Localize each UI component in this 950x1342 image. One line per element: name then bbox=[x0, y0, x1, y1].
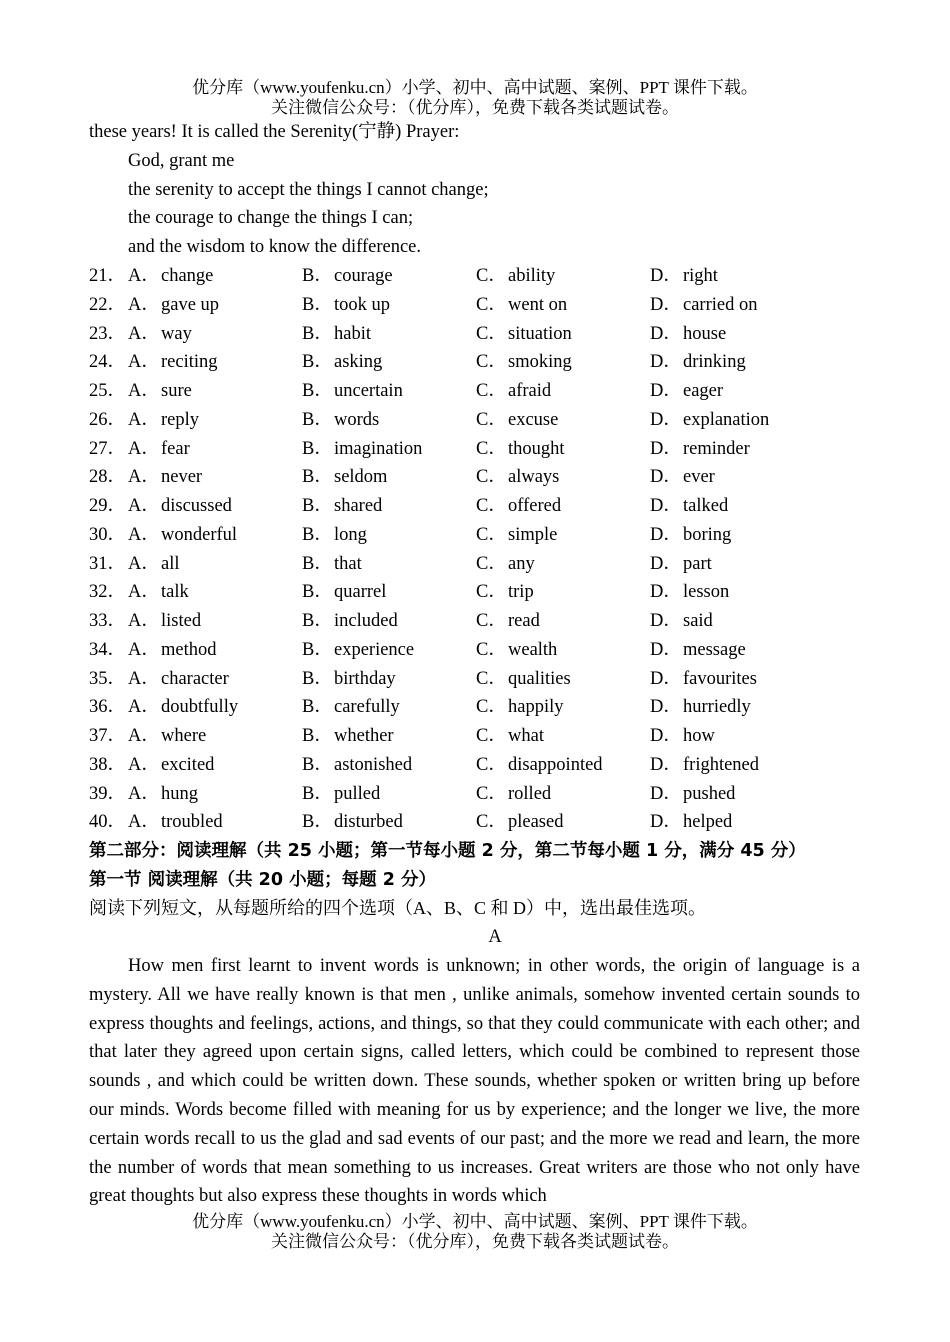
option-letter-a: A． bbox=[128, 582, 160, 603]
option-letter-d: D． bbox=[650, 438, 682, 459]
option-a-text: discussed bbox=[161, 496, 232, 516]
option-letter-b: B． bbox=[302, 754, 333, 775]
option-c-text: excuse bbox=[508, 409, 559, 430]
option-c-text: afraid bbox=[508, 381, 552, 401]
page-header-line2: 关注微信公众号：（优分库），免费下载各类试题试卷。 bbox=[271, 98, 679, 117]
option-letter-a: A． bbox=[128, 524, 160, 545]
option-c-text: went on bbox=[508, 294, 568, 315]
option-b-text: long bbox=[334, 524, 367, 545]
option-letter-d: D． bbox=[650, 467, 682, 488]
option-d-text: eager bbox=[683, 381, 724, 401]
option-a-text: reply bbox=[161, 409, 200, 430]
question-number: 25． bbox=[89, 381, 127, 401]
option-letter-b: B． bbox=[302, 409, 333, 430]
option-letter-b: B． bbox=[302, 697, 333, 718]
option-a-text: doubtfully bbox=[161, 697, 239, 718]
option-a-text: method bbox=[161, 639, 217, 660]
question-number: 31． bbox=[89, 553, 127, 574]
option-letter-a: A． bbox=[128, 639, 160, 660]
instructions: 阅读下列短文，从每题所给的四个选项（A、B、C 和 D）中，选出最佳选项。 bbox=[89, 898, 707, 918]
option-a-text: where bbox=[161, 726, 207, 746]
option-letter-d: D． bbox=[650, 611, 682, 631]
option-d-text: how bbox=[683, 726, 715, 746]
option-a-text: listed bbox=[161, 611, 202, 631]
option-c-text: pleased bbox=[508, 812, 564, 833]
prayer-line: and the wisdom to know the difference. bbox=[128, 237, 422, 257]
option-letter-c: C． bbox=[476, 726, 507, 746]
option-letter-a: A． bbox=[128, 266, 160, 286]
option-letter-a: A． bbox=[128, 668, 160, 689]
question-number: 38． bbox=[89, 754, 127, 775]
option-letter-d: D． bbox=[650, 754, 682, 775]
option-c-text: read bbox=[508, 611, 540, 631]
option-letter-a: A． bbox=[128, 697, 160, 718]
option-b-text: whether bbox=[334, 726, 394, 746]
option-letter-b: B． bbox=[302, 611, 333, 631]
option-letter-b: B． bbox=[302, 783, 333, 804]
option-c-text: ability bbox=[508, 266, 556, 286]
option-c-text: disappointed bbox=[508, 754, 603, 775]
option-b-text: disturbed bbox=[334, 812, 403, 833]
option-c-text: thought bbox=[508, 438, 565, 459]
question-number: 28． bbox=[89, 467, 127, 488]
option-letter-d: D． bbox=[650, 409, 682, 430]
option-a-text: fear bbox=[161, 438, 190, 459]
option-letter-a: A． bbox=[128, 496, 160, 516]
option-b-text: took up bbox=[334, 294, 391, 315]
option-letter-b: B． bbox=[302, 438, 333, 459]
option-letter-d: D． bbox=[650, 668, 682, 689]
option-letter-a: A． bbox=[128, 726, 160, 746]
option-a-text: way bbox=[161, 323, 192, 344]
option-d-text: talked bbox=[683, 496, 729, 516]
option-letter-b: B． bbox=[302, 381, 333, 401]
option-d-text: right bbox=[683, 266, 718, 286]
question-number: 32． bbox=[89, 582, 127, 603]
option-d-text: lesson bbox=[683, 582, 730, 603]
question-number: 30． bbox=[89, 524, 127, 545]
option-c-text: always bbox=[508, 467, 560, 488]
option-c-text: what bbox=[508, 726, 544, 746]
option-a-text: hung bbox=[161, 783, 198, 804]
question-number: 40． bbox=[89, 812, 127, 833]
option-b-text: pulled bbox=[334, 783, 381, 804]
option-letter-c: C． bbox=[476, 409, 507, 430]
option-a-text: all bbox=[161, 553, 180, 574]
option-letter-c: C． bbox=[476, 553, 507, 574]
option-letter-d: D． bbox=[650, 381, 682, 401]
option-letter-d: D． bbox=[650, 697, 682, 718]
option-letter-a: A． bbox=[128, 438, 160, 459]
option-letter-a: A． bbox=[128, 553, 160, 574]
option-letter-b: B． bbox=[302, 496, 333, 516]
option-c-text: situation bbox=[508, 323, 572, 344]
option-d-text: reminder bbox=[683, 438, 750, 459]
option-letter-b: B． bbox=[302, 266, 333, 286]
option-letter-a: A． bbox=[128, 381, 160, 401]
option-d-text: pushed bbox=[683, 783, 736, 804]
option-letter-c: C． bbox=[476, 582, 507, 603]
question-number: 21． bbox=[89, 266, 127, 286]
option-letter-d: D． bbox=[650, 582, 682, 603]
option-letter-d: D． bbox=[650, 496, 682, 516]
prayer-line: the serenity to accept the things I cannot change; bbox=[128, 180, 489, 200]
option-d-text: hurriedly bbox=[683, 697, 751, 718]
option-b-text: included bbox=[334, 611, 398, 631]
option-letter-d: D． bbox=[650, 294, 682, 315]
option-b-text: imagination bbox=[334, 438, 423, 459]
passage-text: How men first learnt to invent words is unknown; in other words, the origin of language is a mystery. All we have really known is that men , unlike animals, somehow invented certain sounds to express thoughts and feelings, actions, and things, so that they could communicate with each other; and that later they agreed upon certain signs, called letters, which could be combined to represent those sounds , and which could be written down. These sounds, whether spoken or written bring up before our minds. Words become filled with meaning for us by experience; and the longer we live, the more certain words recall to us the glad and sad events of our past; and the more we read and learn, the more the number of words that mean something to us increases. Great writers are those who not only have great thoughts but also express these thoughts in words which bbox=[89, 956, 860, 1207]
option-letter-c: C． bbox=[476, 611, 507, 631]
option-b-text: courage bbox=[334, 266, 393, 286]
option-letter-b: B． bbox=[302, 323, 333, 344]
option-b-text: asking bbox=[334, 352, 383, 373]
option-letter-a: A． bbox=[128, 323, 160, 344]
option-letter-a: A． bbox=[128, 783, 160, 804]
passage bbox=[89, 952, 860, 1211]
option-d-text: favourites bbox=[683, 668, 757, 689]
option-letter-a: A． bbox=[128, 294, 160, 315]
option-c-text: simple bbox=[508, 524, 558, 545]
option-a-text: talk bbox=[161, 582, 189, 603]
option-letter-c: C． bbox=[476, 352, 507, 373]
option-c-text: wealth bbox=[508, 639, 558, 660]
option-letter-b: B． bbox=[302, 467, 333, 488]
question-number: 22． bbox=[89, 294, 127, 315]
option-letter-c: C． bbox=[476, 524, 507, 545]
option-c-text: rolled bbox=[508, 783, 552, 804]
question-number: 26． bbox=[89, 409, 127, 430]
option-a-text: excited bbox=[161, 754, 215, 775]
option-letter-c: C． bbox=[476, 668, 507, 689]
option-letter-b: B． bbox=[302, 294, 333, 315]
prayer-line: God, grant me bbox=[128, 151, 235, 171]
option-letter-c: C． bbox=[476, 639, 507, 660]
option-letter-d: D． bbox=[650, 524, 682, 545]
option-letter-c: C． bbox=[476, 783, 507, 804]
option-letter-d: D． bbox=[650, 783, 682, 804]
question-number: 36． bbox=[89, 697, 127, 718]
option-letter-d: D． bbox=[650, 812, 682, 833]
option-a-text: change bbox=[161, 266, 214, 286]
option-letter-b: B． bbox=[302, 582, 333, 603]
passage-label: A bbox=[488, 927, 502, 947]
option-a-text: troubled bbox=[161, 812, 223, 833]
option-letter-b: B． bbox=[302, 553, 333, 574]
part2-title: 第二部分：阅读理解（共 25 小题；第一节每小题 2 分，第二节每小题 1 分，满分 45 分） bbox=[89, 841, 806, 861]
option-b-text: carefully bbox=[334, 697, 400, 718]
option-d-text: carried on bbox=[683, 294, 758, 315]
option-letter-d: D． bbox=[650, 352, 682, 373]
question-number: 23． bbox=[89, 323, 127, 344]
option-letter-d: D． bbox=[650, 266, 682, 286]
option-c-text: smoking bbox=[508, 352, 572, 373]
intro-line: these years! It is called the Serenity(宁静) Prayer: bbox=[89, 122, 460, 142]
question-number: 39． bbox=[89, 783, 127, 804]
option-b-text: astonished bbox=[334, 754, 413, 775]
question-number: 37． bbox=[89, 726, 127, 746]
option-d-text: boring bbox=[683, 524, 732, 545]
option-b-text: uncertain bbox=[334, 381, 403, 401]
option-letter-b: B． bbox=[302, 639, 333, 660]
option-letter-c: C． bbox=[476, 381, 507, 401]
option-a-text: reciting bbox=[161, 352, 218, 373]
question-number: 35． bbox=[89, 668, 127, 689]
option-d-text: message bbox=[683, 639, 746, 660]
option-c-text: offered bbox=[508, 496, 562, 516]
option-letter-c: C． bbox=[476, 697, 507, 718]
option-d-text: said bbox=[683, 611, 713, 631]
option-c-text: qualities bbox=[508, 668, 571, 689]
page-header-line1: 优分库（www.youfenku.cn）小学、初中、高中试题、案例、PPT 课件下载。 bbox=[192, 78, 758, 97]
option-d-text: helped bbox=[683, 812, 733, 833]
option-b-text: shared bbox=[334, 496, 383, 516]
option-letter-a: A． bbox=[128, 812, 160, 833]
option-letter-c: C． bbox=[476, 496, 507, 516]
option-letter-c: C． bbox=[476, 266, 507, 286]
option-letter-a: A． bbox=[128, 754, 160, 775]
option-letter-d: D． bbox=[650, 726, 682, 746]
option-letter-b: B． bbox=[302, 726, 333, 746]
option-b-text: quarrel bbox=[334, 582, 387, 603]
option-d-text: explanation bbox=[683, 409, 770, 430]
option-letter-a: A． bbox=[128, 352, 160, 373]
option-letter-a: A． bbox=[128, 409, 160, 430]
option-letter-c: C． bbox=[476, 754, 507, 775]
option-letter-d: D． bbox=[650, 639, 682, 660]
option-d-text: house bbox=[683, 323, 727, 344]
option-letter-b: B． bbox=[302, 668, 333, 689]
option-letter-a: A． bbox=[128, 611, 160, 631]
option-letter-c: C． bbox=[476, 294, 507, 315]
option-b-text: birthday bbox=[334, 668, 396, 689]
option-b-text: habit bbox=[334, 323, 371, 344]
option-d-text: ever bbox=[683, 467, 715, 488]
option-c-text: any bbox=[508, 553, 535, 574]
option-b-text: seldom bbox=[334, 467, 388, 488]
option-a-text: sure bbox=[161, 381, 192, 401]
option-c-text: happily bbox=[508, 697, 564, 718]
option-letter-b: B． bbox=[302, 812, 333, 833]
option-letter-c: C． bbox=[476, 323, 507, 344]
option-a-text: gave up bbox=[161, 294, 220, 315]
prayer-line: the courage to change the things I can; bbox=[128, 208, 414, 228]
option-d-text: part bbox=[683, 553, 712, 574]
question-number: 29． bbox=[89, 496, 127, 516]
option-letter-c: C． bbox=[476, 438, 507, 459]
option-b-text: experience bbox=[334, 639, 415, 660]
question-number: 34． bbox=[89, 639, 127, 660]
option-letter-d: D． bbox=[650, 323, 682, 344]
option-letter-d: D． bbox=[650, 553, 682, 574]
option-a-text: never bbox=[161, 467, 203, 488]
option-letter-c: C． bbox=[476, 467, 507, 488]
page-footer-line2: 关注微信公众号：（优分库），免费下载各类试题试卷。 bbox=[271, 1232, 679, 1251]
page-footer-line1: 优分库（www.youfenku.cn）小学、初中、高中试题、案例、PPT 课件下载。 bbox=[192, 1212, 758, 1231]
question-number: 27． bbox=[89, 438, 127, 459]
option-letter-b: B． bbox=[302, 524, 333, 545]
option-d-text: frightened bbox=[683, 754, 760, 775]
option-d-text: drinking bbox=[683, 352, 746, 373]
option-letter-a: A． bbox=[128, 467, 160, 488]
option-letter-b: B． bbox=[302, 352, 333, 373]
option-a-text: wonderful bbox=[161, 524, 238, 545]
option-letter-c: C． bbox=[476, 812, 507, 833]
option-a-text: character bbox=[161, 668, 229, 689]
option-c-text: trip bbox=[508, 582, 534, 603]
option-b-text: that bbox=[334, 553, 362, 574]
option-b-text: words bbox=[334, 409, 380, 430]
question-number: 24． bbox=[89, 352, 127, 373]
section1-title: 第一节 阅读理解（共 20 小题；每题 2 分） bbox=[89, 870, 436, 890]
question-number: 33． bbox=[89, 611, 127, 631]
